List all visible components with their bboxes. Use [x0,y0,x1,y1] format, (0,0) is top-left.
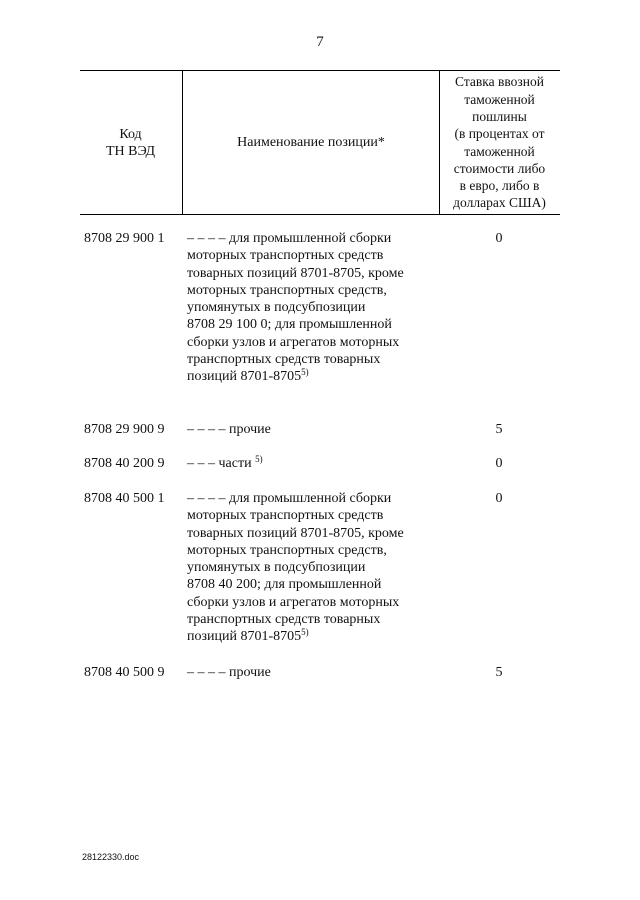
description-line: сборки узлов и агрегатов моторных [187,334,400,350]
description-text: позиций 8701-8705 [187,369,302,385]
description-line [187,368,437,385]
description-line: товарных позиций 8701-8705, кроме [187,265,404,281]
footnote-mark: 5) [301,367,309,378]
header-rate-line: стоимости либо [453,160,546,176]
row-rate: 0 [495,491,503,506]
row-description [187,230,437,386]
header-name-column [182,71,440,214]
description-line: транспортных средств товарных [187,352,381,368]
description-line: 8708 40 200; для промышленной [187,577,382,593]
description-line: моторных транспортных средств, [187,542,387,558]
row-rate: 5 [495,665,503,680]
description-text: – – – части [187,456,256,471]
header-name: Наименование позиции* [237,135,385,150]
header-code-line1: Код [119,126,142,142]
description-line: товарных позиций 8701-8705, кроме [187,525,404,541]
footnote-mark: 5) [255,454,263,464]
header-rate-line: долларах США) [453,195,546,211]
description-line: 8708 29 100 0; для промышленной [187,317,392,333]
row-code: 8708 40 500 1 [84,491,165,506]
description-line: – – – – для промышленной сборки [187,231,392,246]
header-rate-line: в евро, либо в [459,178,540,194]
table-header [80,70,560,215]
description-line: сборки узлов и агрегатов моторных [187,594,400,610]
description-line: моторных транспортных средств [187,248,384,264]
description-line: упомянутых в подсубпозиции [187,300,366,316]
description-text: позиций 8701-8705 [187,629,302,645]
header-rate-line: пошлины [472,108,527,124]
row-rate: 5 [495,422,503,437]
description-line [187,455,437,472]
description-line: – – – – прочие [187,665,271,680]
row-rate: 0 [495,231,503,246]
header-rate-column [439,71,560,214]
description-line: моторных транспортных средств [187,508,384,524]
description-line [187,628,437,645]
header-rate-line: таможенной [464,91,535,107]
description-line: упомянутых в подсубпозиции [187,560,366,576]
row-description [187,455,437,472]
row-code: 8708 40 200 9 [84,456,165,471]
header-code-line2: ТН ВЭД [105,143,156,159]
footer-file-name: 28122330.doc [82,852,140,862]
row-rate: 0 [495,456,503,471]
header-rate-line: (в процентах от [454,126,545,142]
row-code: 8708 29 900 1 [84,231,165,246]
description-line: транспортных средств товарных [187,612,381,628]
description-line: – – – – прочие [187,422,271,437]
header-rate-line: таможенной [464,143,535,159]
row-description [187,664,437,681]
row-description [187,490,437,646]
header-code-column [80,71,181,214]
row-description [187,421,437,438]
page-number: 7 [316,34,324,50]
description-line: – – – – для промышленной сборки [187,491,392,506]
row-code: 8708 40 500 9 [84,665,165,680]
description-line: моторных транспортных средств, [187,282,387,298]
row-code: 8708 29 900 9 [84,422,165,437]
header-rate-line: Ставка ввозной [455,74,544,90]
footnote-mark: 5) [301,627,309,638]
